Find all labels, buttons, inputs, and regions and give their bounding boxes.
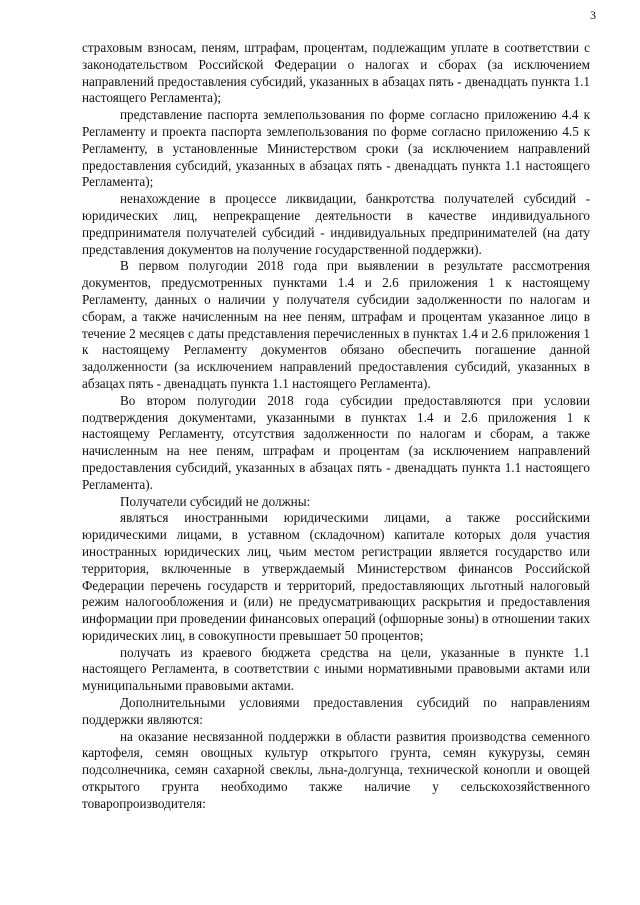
paragraph: Во втором полугодии 2018 года субсидии предоставляются при условии подтверждения документами, указанными в пунктах 1.4 и 2.6 приложения 1 к настоящему Регламенту, отсутствия задолженности по налогам и сборам, а также начисленным на нее пеням, штрафам и процентам (за исключением направлений предоставления субсидий, указанных в абзацах пять - двенадцать пункта 1.1 настоящего Регламента). — [82, 392, 590, 492]
paragraph: В первом полугодии 2018 года при выявлении в результате рассмотрения документов, предусмотренных пунктами 1.4 и 2.6 приложения 1 к настоящему Регламенту, данных о наличии у получателя субсидии задолженности по налогам и сборам, а также начисленным на нее пеням, штрафам и процентам указанное лицо в течение 2 месяцев с даты представления перечисленных в пунктах 1.4 и 2.6 приложения 1 к настоящему Регламенту документов обязано обеспечить погашение данной задолженности (за исключением направлений предоставления субсидий, указанных в абзацах пять - двенадцать пункта 1.1 настоящего Регламента). — [82, 258, 590, 391]
paragraph: Получатели субсидий не должны: — [120, 493, 311, 509]
paragraph: представление паспорта землепользования по форме согласно приложению 4.4 к Регламенту и проекта паспорта землепользования по форме согласно приложению 4.5 к Регламенту, в установленные Министерством сроки (за исключением направлений предоставления субсидий, указанных в абзацах пять - двенадцать пункта 1.1 настоящего Регламента); — [82, 107, 590, 190]
paragraph: являться иностранными юридическими лицами, а также российскими юридическими лицами, в уставном (складочном) капитале которых доля участия иностранных юридических лиц, чьим местом регистрации является государство или территория, включенные в утверждаемый Министерством финансов Российской Федерации перечень государств и территорий, предоставляющих льготный налоговый режим налогообложения и (или) не предусматривающих раскрытия и предоставления информации при проведении финансовых операций (офшорные зоны) в отношении таких юридических лиц, в совокупности превышает 50 процентов; — [82, 510, 590, 643]
paragraph: Дополнительными условиями предоставления субсидий по направлениям поддержки являются: — [82, 695, 590, 727]
paragraph: ненахождение в процессе ликвидации, банкротства получателей субсидий - юридических лиц, непрекращение деятельности в качестве индивидуального предпринимателя получателей субсидий - индивидуальных предпринимателей (на дату представления документов на получение государственной поддержки). — [82, 191, 590, 257]
paragraph: на оказание несвязанной поддержки в области развития производства семенного картофеля, семян овощных культур открытого грунта, семян кукурузы, семян подсолнечника, семян сахарной свеклы, льна-долгунца, технической конопли и овощей открытого грунта необходимо также наличие у сельскохозяйственного товаропроизводителя: — [82, 728, 590, 811]
document-body — [82, 40, 590, 813]
paragraph: получать из краевого бюджета средства на цели, указанные в пункте 1.1 настоящего Регламента, в соответствии с иными нормативными правовыми актами или муниципальными правовыми актами. — [82, 644, 590, 694]
paragraph: страховым взносам, пеням, штрафам, процентам, подлежащим уплате в соответствии с законодательством Российской Федерации о налогах и сборах (за исключением направлений предоставления субсидий, указанных в абзацах пять - двенадцать пункта 1.1 настоящего Регламента); — [82, 40, 590, 106]
page-number: 3 — [590, 8, 596, 22]
